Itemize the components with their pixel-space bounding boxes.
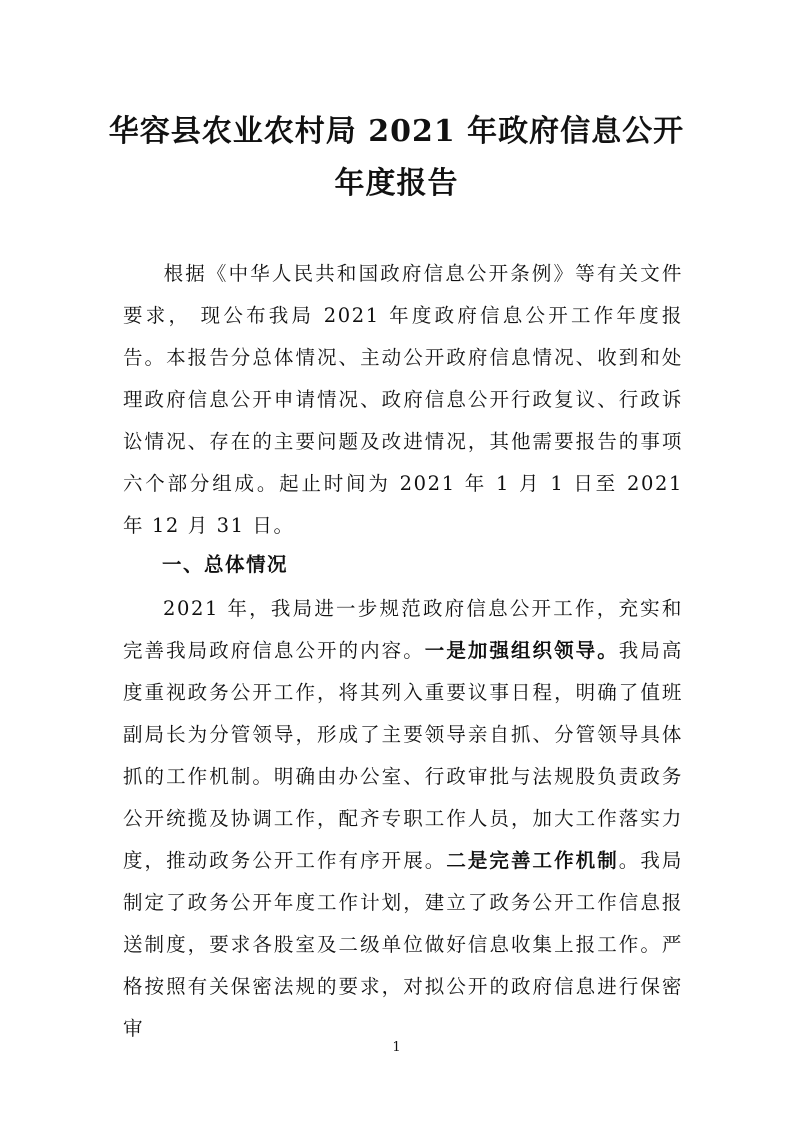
section1-bold-a: 一是加强组织领导。 <box>424 639 619 662</box>
section1-text-a: 2021 年，我局进一步规范政府信息公开工作，充实和完善我局政府信息公开的内容。 <box>123 597 683 662</box>
section1-paragraph <box>123 588 683 1050</box>
document-title-line2: 年度报告 <box>334 166 459 201</box>
page-number: 1 <box>392 1040 401 1055</box>
section1-bold-b: 二是完善工作机制 <box>446 849 619 872</box>
document-title-line1: 华容县农业农村局 2021 年政府信息公开 <box>108 114 685 149</box>
section1-text-c: 。我局制定了政务公开年度工作计划，建立了政务公开工作信息报送制度，要求各股室及二级单位做好信息收集上报工作。严格按照有关保密法规的要求，对拟公开的政府信息进行保密审 <box>123 849 683 1040</box>
section1-text-b: 我局高度重视政务公开工作，将其列入重要议事日程，明确了值班副局长为分管领导，形成了主要领导亲自抓、分管领导具体抓的工作机制。明确由办公室、行政审批与法规股负责政务公开统揽及协调工作，配齐专职工作人员，加大工作落实力度，推动政务公开工作有序开展。 <box>123 639 683 872</box>
section1-heading: 一、总体情况 <box>162 553 289 576</box>
intro-paragraph <box>123 253 683 547</box>
intro-text: 根据《中华人民共和国政府信息公开条例》等有关文件要求， 现公布我局 2021 年度政府信息公开工作年度报告。本报告分总体情况、主动公开政府信息情况、收到和处理政府信息公开申请情况、政府信息公开行政复议、行政诉讼情况、存在的主要问题及改进情况，其他需要报告的事项六个部分组成。起止时间为 2021 年 1 月 1 日至 2021 年 12 月 31 日。 <box>123 262 683 537</box>
